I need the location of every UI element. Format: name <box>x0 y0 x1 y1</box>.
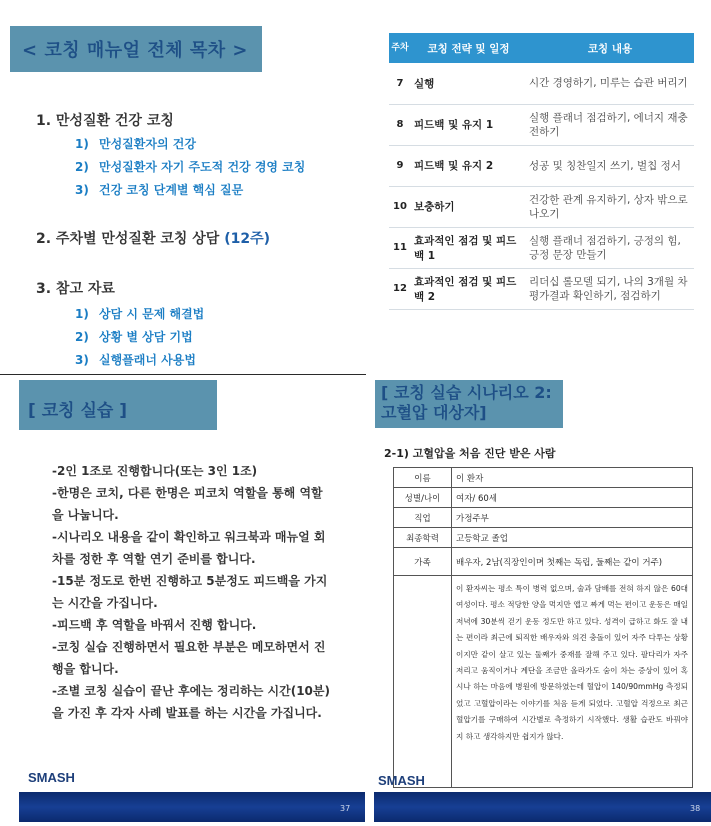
content-cell: 리더십 롤모델 되기, 나의 3개월 차 평가결과 확인하기, 점검하기 <box>526 268 694 309</box>
week-cell: 11 <box>389 227 411 268</box>
profile-key: 최종학력 <box>394 528 452 548</box>
profile-key-empty <box>394 576 452 788</box>
toc-item-1-1: 1) 만성질환자의 건강 <box>75 137 196 151</box>
week-cell: 12 <box>389 268 411 309</box>
practice-line: 행을 합니다. <box>52 662 119 676</box>
toc-section-3: 3. 참고 자료 <box>36 281 115 297</box>
practice-line: 는 시간을 가집니다. <box>52 596 158 610</box>
profile-value: 가정주부 <box>452 508 693 528</box>
profile-key: 가족 <box>394 548 452 576</box>
practice-line: 을 나눕니다. <box>52 508 119 522</box>
toc-item-1-2: 2) 만성질환자 자기 주도적 건강 경영 코칭 <box>75 160 306 174</box>
profile-key: 직업 <box>394 508 452 528</box>
slide-divider <box>0 374 366 375</box>
profile-key: 이름 <box>394 468 452 488</box>
practice-line: -2인 1조로 진행합니다(또는 3인 1조) <box>52 464 258 478</box>
table-row <box>394 576 693 788</box>
week-cell: 10 <box>389 186 411 227</box>
week-cell: 7 <box>389 63 411 104</box>
practice-line: -조별 코칭 실습이 끝난 후에는 정리하는 시간(10분) <box>52 684 330 698</box>
table-row <box>394 548 693 576</box>
toc-title: < 코칭 매뉴얼 전체 목차 > <box>22 40 248 61</box>
brand-logo-right: SMASH <box>378 773 425 788</box>
patient-story: 이 환자씨는 평소 특이 병력 없으며, 술과 담배를 전혀 하지 않은 60대 여성이다. 평소 적당한 양을 먹지만 앱고 짜게 먹는 편이고 운동은 매일 저녁에 30분씩 걷기 운동 정도만 하고 있다. 성격이 급하고 화도 잘 내는 편이라 최근에 퇴직한 배우자와 의견 충돌이 있어 자주 다투는 상황이지만 같이 살고 있는 둘째가 중재를 잘해 주고 있다. 팔다리가 자주 저리고 움직이거나 계단을 조금만 올라가도 숨이 차는 증상이 있어 혹시나 하는 마음에 병원에 방문하였는데 혈압이 140/90mmHg 측정되었고 고혈압이라는 이야기를 처음 듣게 되었다. 고혈압 걱정으로 최근 혈압기를 구매하여 시간별로 측정하기 시작했다. 생활 습관도 바꿔야지 하고 생각하지만 쉽지가 않다. <box>452 576 693 788</box>
strategy-cell: 효과적인 점검 및 피드백 1 <box>411 227 526 268</box>
content-cell: 실행 플래너 점검하기, 긍정의 힘, 긍정 문장 만들기 <box>526 227 694 268</box>
week-cell: 9 <box>389 145 411 186</box>
practice-line: -코칭 실습 진행하면서 필요한 부분은 메모하면서 진 <box>52 640 326 654</box>
patient-profile-table <box>393 467 693 788</box>
strategy-cell: 피드백 및 유지 2 <box>411 145 526 186</box>
practice-line: -시나리오 내용을 같이 확인하고 워크북과 매뉴얼 회 <box>52 530 326 544</box>
toc-item-3-3: 3) 실행플래너 사용법 <box>75 353 196 367</box>
footer-bar-right <box>374 792 711 822</box>
profile-value: 고등학교 졸업 <box>452 528 693 548</box>
table-row <box>394 488 693 508</box>
schedule-table <box>389 33 694 310</box>
content-cell: 건강한 관계 유지하기, 상자 밖으로 나오기 <box>526 186 694 227</box>
page-number-left: 37 <box>340 804 351 813</box>
practice-line: -한명은 코치, 다른 한명은 피코치 역할을 통해 역할 <box>52 486 323 500</box>
content-cell: 성공 및 칭찬일지 쓰기, 벌칩 정서 <box>526 145 694 186</box>
practice-line: -피드백 후 역할을 바꿔서 진행 합니다. <box>52 618 257 632</box>
table-row <box>389 186 694 227</box>
table-row <box>394 508 693 528</box>
practice-title: [ 코칭 실습 ] <box>28 401 127 421</box>
content-cell: 실행 플래너 점검하기, 에너지 재충전하기 <box>526 104 694 145</box>
table-row <box>389 63 694 104</box>
header-week: 주차 <box>389 33 411 63</box>
table-row <box>394 468 693 488</box>
table-row <box>389 268 694 309</box>
scenario-title: [ 코칭 실습 시나리오 2: 고혈압 대상자] <box>381 383 552 422</box>
week-cell: 8 <box>389 104 411 145</box>
profile-key: 성별/나이 <box>394 488 452 508</box>
toc-item-1-3: 3) 건강 코칭 단계별 핵심 질문 <box>75 183 244 197</box>
content-cell: 시간 경영하기, 미루는 습관 버리기 <box>526 63 694 104</box>
profile-value: 이 환자 <box>452 468 693 488</box>
profile-value: 여자/ 60세 <box>452 488 693 508</box>
scenario-subtitle: 2-1) 고혈압을 처음 진단 받은 사람 <box>384 447 556 460</box>
strategy-cell: 피드백 및 유지 1 <box>411 104 526 145</box>
table-row <box>389 104 694 145</box>
toc-item-3-1: 1) 상담 시 문제 해결법 <box>75 307 205 321</box>
table-row <box>389 227 694 268</box>
header-content: 코칭 내용 <box>526 33 694 63</box>
header-strategy: 코칭 전략 및 일정 <box>411 33 526 63</box>
practice-line: -15분 정도로 한번 진행하고 5분정도 피드백을 가지 <box>52 574 328 588</box>
toc-section-1: 1. 만성질환 건강 코칭 <box>36 113 174 129</box>
table-row <box>394 528 693 548</box>
practice-line: 차를 정한 후 역할 연기 준비를 합니다. <box>52 552 256 566</box>
strategy-cell: 실행 <box>411 63 526 104</box>
profile-value: 배우자, 2남(직장인이며 첫째는 독립, 둘째는 같이 거주) <box>452 548 693 576</box>
schedule-header-row <box>389 33 694 63</box>
strategy-cell: 효과적인 점검 및 피드백 2 <box>411 268 526 309</box>
table-row <box>389 145 694 186</box>
toc-item-3-2: 2) 상황 별 상담 기법 <box>75 330 193 344</box>
footer-bar-left <box>19 792 365 822</box>
page-number-right: 38 <box>690 804 701 813</box>
brand-logo-left: SMASH <box>28 770 75 785</box>
strategy-cell: 보충하기 <box>411 186 526 227</box>
toc-section-2: 2. 주차별 만성질환 코칭 상담 (12주) <box>36 231 271 247</box>
practice-line: 을 가진 후 각자 사례 발표를 하는 시간을 가집니다. <box>52 706 322 720</box>
